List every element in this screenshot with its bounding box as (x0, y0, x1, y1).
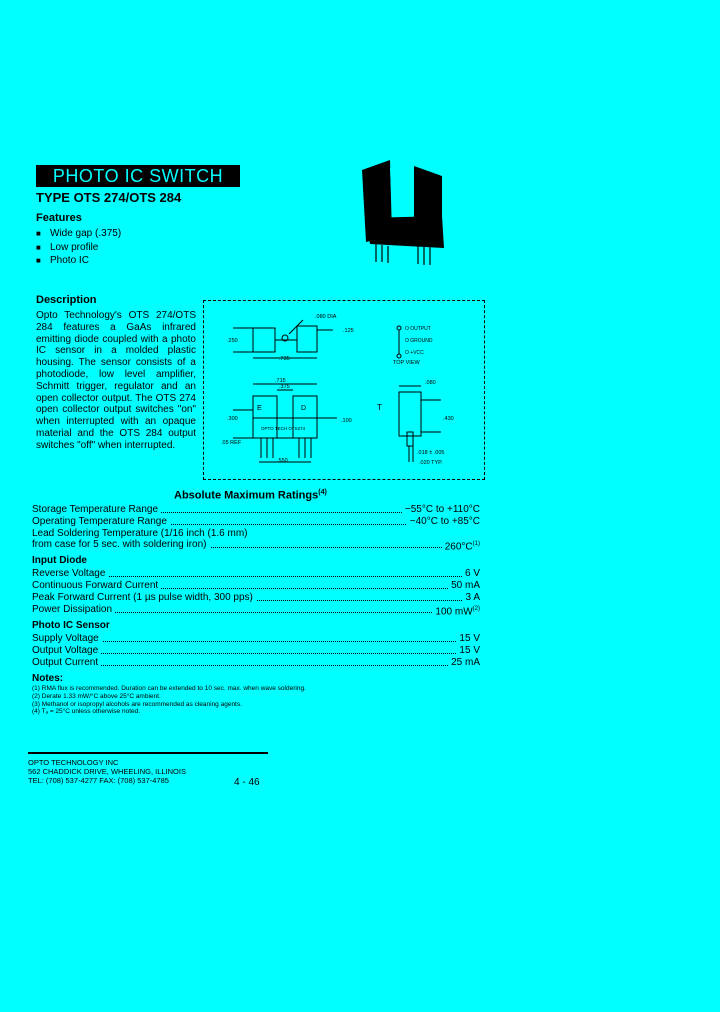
dim-label: .715 (275, 378, 286, 384)
dim-label: .020 TYP. (419, 460, 443, 466)
dim-label: .05 REF (221, 440, 242, 446)
footer-phone: TEL: (708) 537-4277 FAX: (708) 537-4785 (28, 776, 169, 785)
page-number: 4 - 46 (234, 777, 260, 788)
footer-address: 562 CHADDICK DRIVE, WHEELING, ILLINOIS (28, 767, 186, 776)
list-item: (3) Methanol or isopropyl alcohols are recommended as cleaning agents. (32, 700, 242, 708)
bullet-icon: ■ (36, 256, 41, 265)
type-line: TYPE OTS 274/OTS 284 (36, 190, 182, 205)
list-item: ■ Low profile (36, 241, 99, 253)
list-item: ■ Photo IC (36, 255, 89, 266)
dim-label: .735 (279, 356, 290, 362)
list-item: (4) Tₐ = 25°C unless otherwise noted. (32, 708, 141, 716)
dim-label: .430 (443, 416, 454, 422)
footer-block (28, 758, 186, 785)
dim-label: .375 (279, 384, 290, 390)
tower-letter: D (301, 405, 307, 412)
photo-base (366, 216, 444, 248)
mechanical-diagram (203, 300, 485, 480)
ratings-heading: Absolute Maximum Ratings$^{(4)}$ (174, 489, 327, 502)
product-photo (352, 158, 472, 270)
solder-line-1: Lead Soldering Temperature (1/16 inch (1.6 mm) (32, 528, 248, 539)
side-view-left-body (253, 328, 275, 352)
pin-label: O OUTPUT (405, 326, 431, 332)
front-view-left-tower (253, 396, 277, 438)
features-list (36, 227, 121, 268)
dim-label: .125 (343, 328, 354, 334)
notes-list (32, 685, 306, 716)
dim-label: .100 (341, 418, 352, 424)
bullet-icon: ■ (36, 229, 41, 238)
view-label: TOP VIEW (393, 360, 420, 366)
notes-heading: Notes: (32, 673, 64, 684)
footer-rule (28, 752, 268, 754)
description-heading: Description (36, 294, 97, 306)
dim-label: .080 (425, 380, 436, 386)
list-item: ■ Wide gap (.375) (36, 228, 122, 239)
side-view-right-body (297, 326, 317, 352)
features-heading: Features (36, 212, 82, 224)
list-item: (1) RMA flux is recommended. Duration can be extended to 10 sec. max. when wave soldering. (32, 685, 306, 692)
end-view-body (399, 392, 421, 436)
pin-label: O +VCC (405, 350, 424, 356)
pin-label: O GROUND (405, 338, 433, 344)
photo-ic-heading: Photo IC Sensor (32, 620, 110, 631)
dim-label: .080 DIA (315, 314, 337, 320)
tower-letter: T (377, 403, 382, 412)
product-banner: PHOTO IC SWITCH (36, 165, 240, 187)
front-view-right-tower (293, 396, 317, 438)
photo-slot (390, 168, 414, 216)
bullet-icon: ■ (36, 242, 41, 252)
part-marking: OPTO TECH OTS274 (261, 426, 306, 431)
footer-company: OPTO TECHNOLOGY INC (28, 758, 119, 767)
dim-label: .550 (277, 458, 288, 464)
dim-label: .300 (227, 416, 238, 422)
dim-label: .250 (227, 338, 238, 344)
description-body: Opto Technology's OTS 274/OTS 284 features a GaAs infrared emitting diode coupled with a photo IC sensor in a molded plastic housing. The sensor consists of a photodiode, low level amplifier, Schmitt trigger, regulator and an open collector output. The OTS 274 open collector output switches "on" when interrupted with an opaque material and the OTS 284 output switches "off" when interrupted. (36, 310, 196, 451)
list-item: (2) Derate 1.33 mW/°C above 25°C ambient. (32, 692, 161, 700)
dim-label: .018 ± .005 (417, 450, 445, 456)
input-diode-heading: Input Diode (32, 555, 87, 566)
tower-letter: E (257, 405, 262, 412)
